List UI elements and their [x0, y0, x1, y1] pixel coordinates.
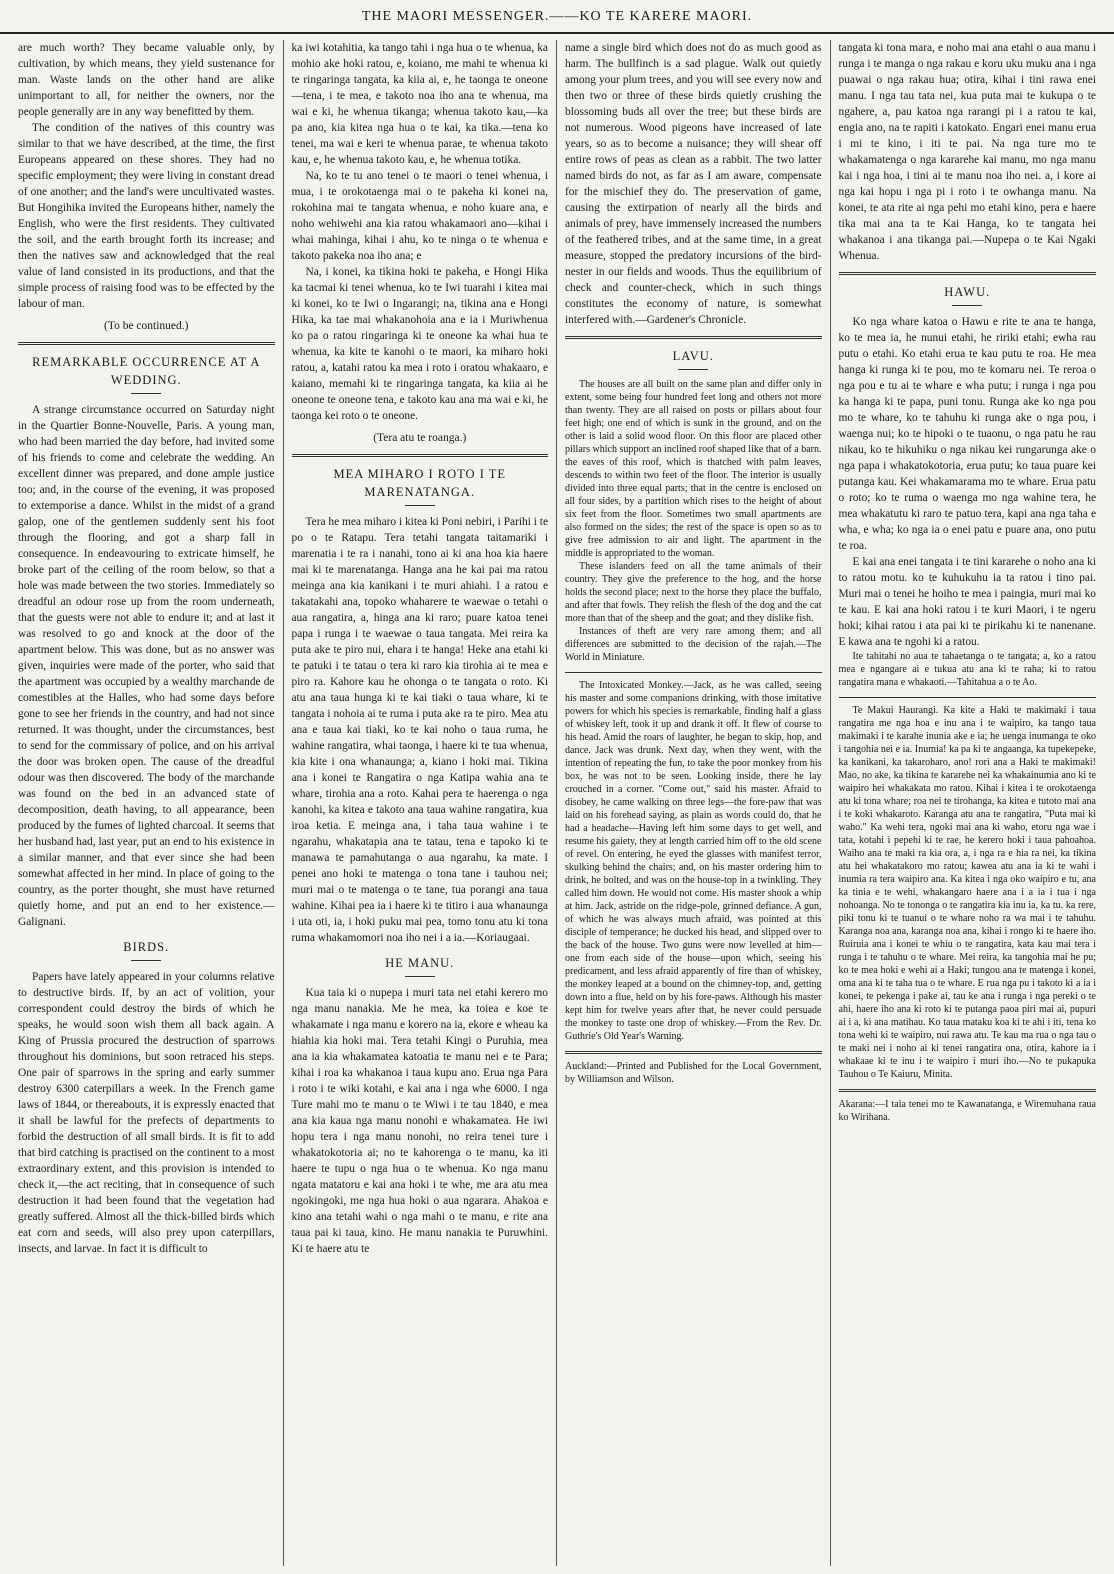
section-divider: [18, 342, 275, 345]
article-paragraph: Instances of theft are very rare among them; and all differences are submitted to the decision of the rajah.—The World in Miniature.: [565, 626, 822, 663]
article-heading: MEA MIHARO I ROTO I TE MARENATANGA.: [333, 467, 507, 499]
article-heading: LAVU.: [672, 349, 714, 363]
heading-dash: [405, 505, 435, 506]
article-paragraph: tangata ki tona mara, e noho mai ana etahi o aua manu i runga i te manga o nga rakau e koru uku muku ana i nga puawai o nga rakau hua; otira, kihai i tini rawa enei manu. I nga tau tata nei, kua puta mai te kukupa o te ngahere, a, pau katoa nga rarangi pi i a ratou te kai, engia ano, na te rapiti i katokato. Engari enei manu erua i mi te kino, i iti te pai. Na nga ture mo te whakamatenga o nga kararehe kai manu, mo nga manu kai i nga hoa, i tini ai te manu noa iho nei. a, i kore ai nga kai hopu i nga pi i roto i te owhanga manu. Na konei, te ata rite ai nga pehi mo etahi kino, pera e haere tika mai ana ta te Kai Hanga, ko te tangata hei whakanoa i ana tikanga pai.—Nupepa o te Kai Ngaki Whenua.: [838, 42, 1096, 262]
article-paragraph: Te Makui Haurangi. Ka kite a Haki te makimaki i taua rangatira me nga hoa e inu ana i te waipiro, ka tango taua makimaki i te karahe inunia ake e ia; he uenga inumanga te oko i tangohia nei e ia. Inumia! ka pa ki te angaanga, ka tupekepeke, ka kanikani, ka takaroharo, ano! rori ana a Haki te makimaki! Mao, no ake, ka tikina te kararehe nei ka whakainumia ano ki te waipiro hei whakakata mo ratou. Kihai i kitea i te orokotaenga atu ki tona whare; roa nei te tirohanga, ka kitea e tutoto mai ana i te koki whakaroto. Karanga atu ana te rangatira, "Puta mai ki waho." Ka wehi tera, ngoki mai ana ki waho, etoru nga wae i tata, kotahi i pepehi ki te rae, he kerero hoki i taua pahoahoa. Waiho ana te maki ra kia ora, a, i nga ra e hia ra nei, ka tikina atu hei whakatakoro mo ratou; kawea atu ana ia ki te wahi i inumia ra tera waipiro ana. Ka kitea i nga oko waipiro e tu, ana ka tinia e te wehi, whakangaro haere ana i a ia i tua i nga nohoanga. No te tononga o te rangatira kia inu ia, ka tu. ka rere, piki tonu ki te tuanui o te whare noho ra wa mai i te tahuhu. Karanga noa ana, karanga noa ana, kihai i rongo ki te haere iho. Ruiruia ana i konei te whiu o te rangatira, kata kau mai tera i runga i te tahuhu o te whare. Mei reira, ka tangohia mai he pu; ko te mea hoki e wehi ai a Haki; tungou ana te matenga i konei, oma ana ki te taha tua o te whare. E rua nga pu i takoto ki a ia i konei, te pekenga i pake ai, tau ke ana i runga i nga pereki o te ahi, haere iho ana ki roto ki te putanga paoa piri mai ai, pupuri ai i a, ki ana matihau. Ko taua mataku koa ki te ahi i iti, tena ko tona wehi ki te waipiro, nui rawa atu. Te kau ma rua o nga tau o te maki nei i noho ai ki tenei rangatira ona, otira, kahore ia i whakaae ki te inu i te waipiro i muri iho.—No te pukapuka Tauhou o Te Kaiuru, Minita.: [838, 705, 1096, 1080]
section-divider: [565, 1051, 822, 1054]
article-paragraph: Ite tahitahi no aua te tahaetanga o te tangata; a, ko a ratou mea e ngangare ai e tukua atu ana ki te raha; ki to ratou rangatira mana e whakaoti.—Tahitahua a o te Ao.: [838, 651, 1096, 688]
heading-dash: [405, 976, 435, 977]
article-paragraph: Papers have lately appeared in your columns relative to destructive birds. If, by an act of volition, your correspondent could destroy the birds of which he speaks, he would soon wish them all back again. A King of Prussia procured the destruction of sparrows throughout his dominions, but soon retraced his steps. One pair of sparrows in the spring and early summer destroy 6300 caterpillars a week. In the French game laws of 1844, or thereabouts, it is expressly enacted that it shall be lawful for the prefects of departments to forbid the destruction of all small birds. It is fit to add that bird catching is practised on the continent to a most extraordinary extent, and this provision is intended to check it,—the act reciting, that in consequence of such destruction it had been found that the vegetation had greatly suffered. Almost all the thick-billed birds which eat corn and seeds, will also prey upon caterpillars, insects, and larvae. In fact it is difficult to: [18, 971, 275, 1255]
article-paragraph: The houses are all built on the same plan and differ only in extent, some being four hundred feet long and others not more than twenty. They are all raised on posts or pillars about four feet high; one end of which is sunk in the ground, and on the other is laid a solid wood floor. On this floor are placed other pillars which support an inclined roof shaped like that of a barn. the eaves of this roof, which is thatched with palm leaves, descends to within two feet of the floor. The interior is usually divided into three equal parts; that in the centre is enclosed on all four sides, by a partition which rises to the height of about six feet from the floor. Sometimes two small apartments are also formed on the sides; the rest of the space is open so as to give free admission to air and light. The apartment in the middle is appropriated to the woman.: [565, 379, 822, 559]
column-4: [831, 40, 1105, 1566]
section-divider: [839, 272, 1097, 275]
article-paragraph: Na, ko te tu ano tenei o te maori o tenei whenua, i mua, i te orokotaenga mai o te pakeha ki konei na, rokohina mai te tangata whenua, e noho kuare ana, e noho wehiwehi ana kia ratou whakamaori ano—kihai i whai mahinga, kihai i ahu, ko te ninga o te whenua e takoto pakeka noa iho ana; e: [291, 170, 548, 262]
article-paragraph: E kai ana enei tangata i te tini kararehe o noho ana ki to ratou motu. ko te kuhukuhu ia ta ratou i tino pai. Muri mai o tenei he hoiho te mea i paingia, muri mai ko te kau. E kai ana hoki ratou i te kuri Maori, i te ngeru hoki; kihai ratou i ata pai ki te pirikahu ki te nanenane. E kawa ana te ngohi ki a ratou.: [838, 556, 1096, 648]
article-paragraph: Tera he mea miharo i kitea ki Poni nebiri, i Parihi i te po o te Ratapu. Tera tetahi tangata taitamariki i marenatia i te ra i nanahi, tono ai ki ana hoa kia haere mai ki te marenatanga. Hanga ana he kai pai ma ratou meinga ana kia kanikani i te muri ahiahi. I a ratou e takatakahi ana, topoko whaharere te waewae o tetahi o aua rangatira, a, hinga ana ki raro; puare katoa tenei papa i runga i te waewae o taua tangata. Mei reira ka puta ake te piro nui, ehara i te hanga! Heke ana etahi ki te patuki i te tatau o tera ki raro kia tirohia ai te mea e piro ra. Kahore kau he ohonga o te tangata o roto. Ki atu ana taua hunga ki te kai tiaki o taua whare, ki te tangata i nohoia ai te ruma i puta ake ra te piro. Mea atu ana e taua kai tiaki, ko te kai noho o taua ruma, he wahine rangatira, whai taonga, i haere ki te tua whenua, kia kite i ona whanaunga; a, kiano i hoki mai. Tikina ana i konei te Rangatira o nga Katipa wahia ana te whare, tirohia ana a roto. Kahai pera te haerenga o nga kanohi, ka kitea e takoto ana taua wahine rangatira, kua iroa ketia. E meinga ana, i taha taua wahine i te ngarahu, whakatapia ana te tatau, tena e tapoko ki te manawa te pamahutanga o aua ngarahu, ka mate. I penei ano hoki te matenga o tona tane i tauhou nei; muri mai o te matenga o te tane, tua porangi ana taua wahine. Kihai pea ia i haere ki te titiro i aua whanaunga i uta oti, ia, i hoki puku mai pea, tomo tonu atu ki tona ruma whakamomori noa iho nei i a ia.—Koriaugaai.: [291, 516, 548, 944]
heading-dash: [131, 393, 161, 394]
section-divider: [565, 672, 822, 673]
continued-note: (Tera atu te roanga.): [373, 432, 467, 444]
section-divider: [839, 697, 1097, 698]
article-paragraph: Ko nga whare katoa o Hawu e rite te ana te hanga, ko te mea ia, he nunui etahi, he ririki etahi; ewha rau putu o etahi. Ko etahi erua te kau putu te roa. He mea hanga ki runga ki te pou, mo te komaru nei. Te reroa o nga pou e tu ai te whare e wha putu; i runga i nga pou ka hanga ki te papa, puni tonu. Runga ake ko nga pou mo te whare, ko te tahuhu ki runga ake o nga pou, i waenga nui; ko te hipoki o te tuaonu, o nga patu he rau nikau, ko te hikuhiku o nga nikau kei rungarunga ake o nga papa i whakatokotoria, erua putu; ko taua puare kei putanga kau. Kei whakamarama mo te whare. Erua patu o roto; ko te ruma o waenga mo nga wahine tera, he mea whakatutu ki raro te patuo tera, kapi ana nga taha e wha, e wha; ko nga ia o enei patu e puare ana, ono putu te roa.: [838, 316, 1096, 552]
masthead: [0, 6, 1114, 34]
section-divider: [565, 336, 822, 339]
article-paragraph: The Intoxicated Monkey.—Jack, as he was called, seeing his master and some companions drinking, with those imitative powers for which his species is remarkable, finding half a glass of whiskey left, took it up and drank it off. It flew of course to his head. Amid the roars of laughter, he began to skip, hop, and dance. Jack was drunk. Next day, when they went, with the intention of repeating the fun, to take the poor monkey from his box, he was not to be seen. Looking inside, there he lay crouched in a corner. "Come out," said his master. Afraid to disobey, he came walking on three legs—the fore-paw that was laid on his forehead saying, as plain as words could do, that he had a headache—Having left him some days to get well, and resume his gaiety, they at length carried him off to the old scene of revel. On entering, he eyed the glasses with manifest terror, skulking behind the chairs; and, on his master ordering him to drink, he bolted, and was on the house-top in a twinkling. They called him down. He would not come. His master shook a whip at him. Jack, astride on the ridge-pole, grinned defiance. A gun, of which he was always much afraid, was pointed at this disciple of temperance; he ducked his head, and slipped over to the back of the house. Two guns were now levelled at him—one from each side of the house—upon which, seeing his predicament, and less afraid apparently of fire than of whiskey, the monkey leaped at a bound on the chimney-top, and, getting down into a flue, held on by his fore-paws. Although his master kept him for twelve years after that, he never could persuade the monkey to taste one drop of whiskey.—From the Rev. Dr. Guthrie's Old Year's Warning.: [565, 680, 822, 1042]
newspaper-columns: [10, 40, 1104, 1566]
heading-dash: [952, 305, 982, 306]
printer-imprint: Auckland:—Printed and Published for the Local Government, by Williamson and Wilson.: [565, 1061, 822, 1085]
column-3: [557, 40, 831, 1566]
article-paragraph: Na, i konei, ka tikina hoki te pakeha, e Hongi Hika ka tacmai ki tenei whenua, ko te Iwi tuarahi i kitea mai ki konei, ko te Iwi o Ingarangi; na, tikina ana e Hongi Hika, ka tae mai whakanohoia ana e ia i Muriwhenua ko pa o ratou ringaringa ki te oneone ka whai hua te whenua, ka kite te kanohi o te maori, ka miharo hoki ratou, a, katahi ratou ka mea i roto i oratou whakaaro, e kaiano, memahi ki te ringaringa tangata, ka kiia ai he oneone te oneone tena, e takoto kau ana ma wai e ki, he taonga kei roto o te oneone.: [291, 266, 548, 422]
masthead-title: THE MAORI MESSENGER.——KO TE KARERE MAORI.: [361, 9, 753, 24]
article-paragraph: are much worth? They became valuable only, by cultivation, by which means, they yield sustenance for man. Waste lands on the other hand are alike unimportant to all, for neither the owners, nor the people generally are in any way benefitted by them.: [18, 42, 275, 118]
section-divider: [292, 454, 549, 457]
article-heading: HE MANU.: [385, 956, 455, 970]
article-paragraph: name a single bird which does not do as much good as harm. The bullfinch is a sad plague. Walk out quietly among your plum trees, and you will see every now and then two or three of these birds quietly crushing the blossoming buds all over the tree; but these birds are not numerous. Wood pigeons have increased of late years, so as to become a nuisance; they will shear off entire rows of peas as clean as a rabbit. The two latter named birds do not, as far as I am aware, compensate for the mischief they do. The preservation of game, causing the extirpation of nearly all the birds and animals of prey, have immensely increased the numbers of the feathered tribes, and at the same time, in a great measure, stopped the predatory incursions of the bird-nester in our fields and woods. Thus the equilibrium of check and counter-check, which in such things constitutes the economy of nature, is somewhat interfered with.—Gardener's Chronicle.: [565, 42, 822, 326]
column-1: [10, 40, 284, 1566]
heading-dash: [131, 960, 161, 961]
continued-note: (To be continued.): [104, 320, 189, 332]
article-paragraph: A strange circumstance occurred on Saturday night in the Quartier Bonne-Nouvelle, Paris. A young man, who had been married the day before, had invited some of his friends to come and celebrate the wedding. An excellent dinner was prepared, and done ample justice too; and, in the course of the evening, it was proposed to extemporise a dance. Whilst in the midst of a grand galop, one of the gentlemen suddenly sent his foot through the flooring, and got a sharp fall in consequence. In endeavouring to extricate himself, he broke part of the ceiling of the room below, so that a hole was made between the two stories. Immediately so dreadful an odour rose up from the room underneath, that the guests were not able to endure it; and at last it was resolved to go and knock at the door of the apartment below. This was done, but as no answer was given, inquiries were made of the porter, who said that the apartment was occupied by a wealthy marchande de comestibles at the Halles, who had some days before gone to see her friends in the country, and had not since returned. It was thought, under the circumstances, best to send for the commissary of police, and on his arrival the door was broken open. The cause of the dreadful odour was then discovered. The body of the marchande was found on the bed in an advanced state of decomposition, death having, to all appearance, been produced by the fumes of lighted charcoal. It seems that her husband had, last year, put an end to his existence in a similar manner, and that ever since she had been somewhat affected in her mind. In place of going to the country, as the porter thought, she must have returned quietly home, and put an end to her existence.—Galignani.: [18, 404, 275, 928]
heading-dash: [678, 369, 708, 370]
printer-imprint: Akarana:—I taia tenei mo te Kawanatanga, e Wiremuhana raua ko Wirihana.: [838, 1099, 1096, 1123]
article-paragraph: ka iwi kotahitia, ka tango tahi i nga hua o te whenua, ka mohio ake hoki ratou, e, koiano, me mahi te whenua ki te ringaringa tangata, ka kiia ai, e, he taonga te oneone—tena, i te mea, e takoto noa iho ana te whenua, ma wai e ki, he whenua tikanga; whenua takoto kau,—ka pa ano, kia kitea nga hua o te kai, ka tika.—tena ko tenei, ma wai e keri te whenua parae, te whenua takoto kau, e, he whenua takoto kau, e, he whenua totika.: [291, 42, 548, 166]
column-2: [284, 40, 558, 1566]
section-divider: [839, 1089, 1097, 1092]
article-paragraph: These islanders feed on all the tame animals of their country. They give the preference to the hog, and the horse holds the second place; next to the horse they place the buffalo, and after that fowls. They relish the flesh of the dog and the cat more than that of the sheep and the goat; and they dislike fish.: [565, 561, 822, 624]
article-heading: BIRDS.: [123, 940, 170, 954]
article-heading: HAWU.: [944, 285, 991, 299]
article-paragraph: The condition of the natives of this country was similar to that we have described, at the time, the first Europeans appeared on these shores. They had no specific employment; they were living in constant dread of one another; and the land's were uncultivated wastes. But Hongihika invited the Europeans hither, namely the English, who were the first residents. They cultivated the soil, and the earth brought forth its increase; and then the natives saw and acknowledged that the real value of land consisted in its productions, and that the simple process of raising food was to be effected by the labour of man.: [18, 122, 275, 310]
article-paragraph: Kua taia ki o nupepa i muri tata nei etahi kerero mo nga manu nanakia. Me he mea, ka toiea e koe te whakamate i nga manu e korero na ia, ekore e wheau ka hiahia kia hoki mai. Tera tetahi Kingi o Puruhia, mea ana ia kia whakamatea katoatia te manu nei e te Para; kihai i roa ka whakanoa i taua kupu ano. Erua nga Para i roto i te wiki kotahi, e kai ana i nga whe 6000. I nga Ture mahi mo te manu o te Wiwi i te tau 1840, e mea ana kia kaua nga manu nonohi e whakamatea. He iwi hopu tera i nga manu nonohi, no reira tenei ture i whakatokotoria ai; no te kahorenga o te manu, ka iti haere te tupu o nga hua o te whenua. Ko nga manu ngata matatoru e kai ana hoki i te whe, me ara atu mea ngokingoki, me nga hua hoki o aua ngarara. Ahakoa e kino ana tetahi wahi o nga mahi o te manu, e rite ana taua pai ki taua, kino. He manu nanakia te Puruwhini. Ki te haere atu te: [291, 987, 548, 1255]
article-heading: REMARKABLE OCCURRENCE AT A WEDDING.: [32, 355, 261, 387]
